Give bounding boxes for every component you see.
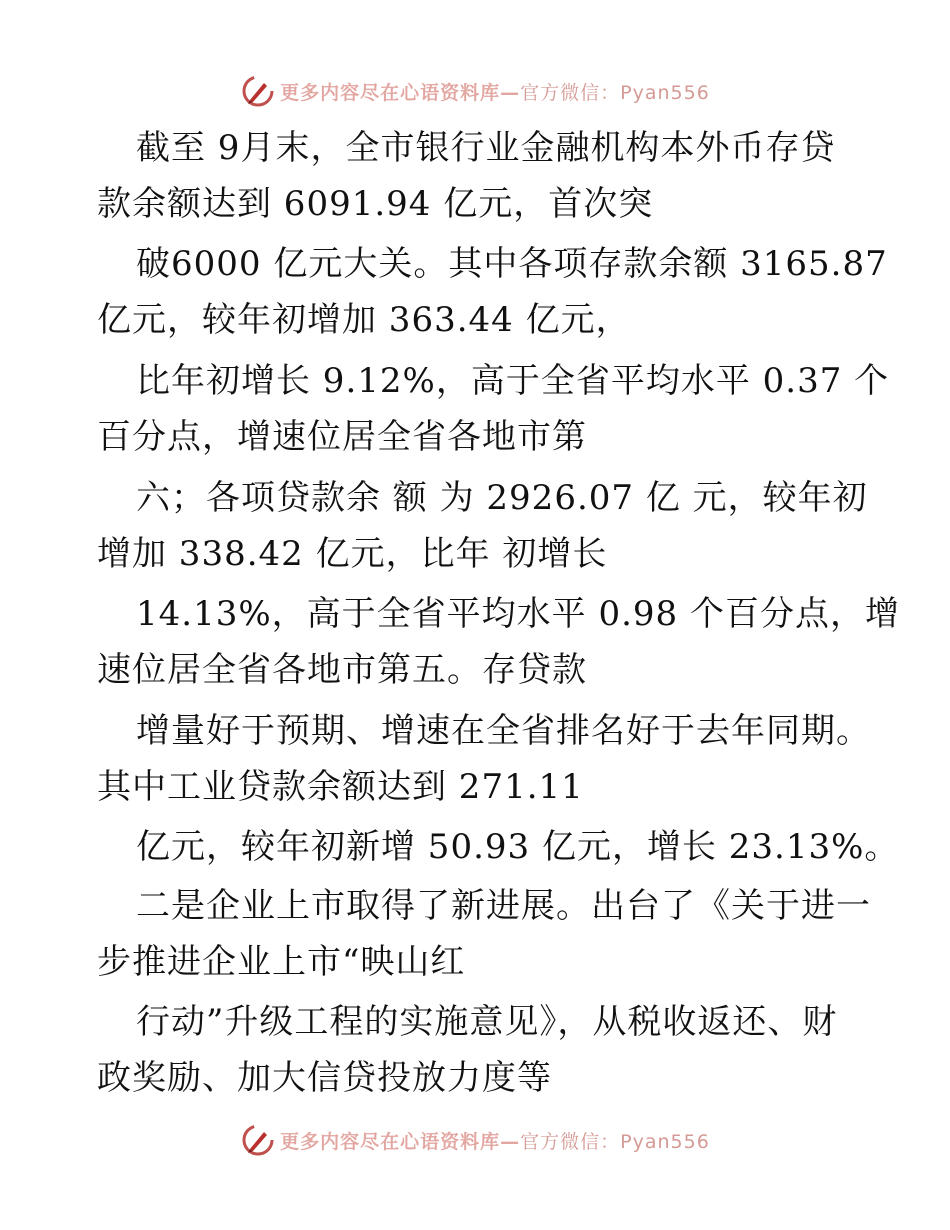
watermark-contact: 官方微信：Pyan556 bbox=[520, 81, 710, 104]
text-line: 速位居全省各地市第五。存贷款 bbox=[97, 650, 587, 690]
text-line: 14.13%，高于全省平均水平 0.98 个百分点，增 bbox=[136, 594, 900, 634]
watermark-contact: 官方微信：Pyan556 bbox=[520, 1130, 710, 1153]
text-line: 百分点，增速位居全省各地市第 bbox=[97, 417, 587, 457]
text-line: 款余额达到 6091.94 亿元，首次突 bbox=[97, 184, 654, 224]
text-line: 行动”升级工程的实施意见》，从税收返还、财 bbox=[136, 1002, 838, 1042]
header-watermark bbox=[0, 71, 950, 111]
text-line: 二是企业上市取得了新进展。出台了《关于进一 bbox=[136, 886, 871, 926]
watermark-text: 更多内容尽在心语资料库— bbox=[280, 1130, 521, 1153]
text-line: 亿元，较年初增加 363.44 亿元， bbox=[97, 300, 631, 340]
text-line: 其中工业贷款余额达到 271.11 bbox=[97, 767, 584, 807]
text-line: 比年初增长 9.12%，高于全省平均水平 0.37 个 bbox=[136, 361, 890, 401]
text-line: 破6000 亿元大关。其中各项存款余额 3165.87 bbox=[136, 244, 888, 284]
text-line: 政奖励、加大信贷投放力度等 bbox=[97, 1058, 552, 1098]
text-line: 步推进企业上市“映山红 bbox=[97, 942, 466, 982]
text-line: 亿元，较年初新增 50.93 亿元，增长 23.13%。 bbox=[136, 827, 900, 867]
pen-swirl-logo-icon bbox=[240, 1122, 276, 1158]
text-line: 截至 9月末，全市银行业金融机构本外币存贷 bbox=[136, 128, 836, 168]
footer-watermark bbox=[0, 1120, 950, 1160]
pen-swirl-logo-icon bbox=[240, 73, 276, 109]
watermark-text: 更多内容尽在心语资料库— bbox=[280, 81, 521, 104]
text-line: 增加 338.42 亿元，比年 初增长 bbox=[97, 534, 608, 574]
text-line: 增量好于预期、增速在全省排名好于去年同期。 bbox=[136, 711, 871, 751]
text-line: 六；各项贷款余 额 为 2926.07 亿 元，较年初 bbox=[136, 478, 868, 518]
